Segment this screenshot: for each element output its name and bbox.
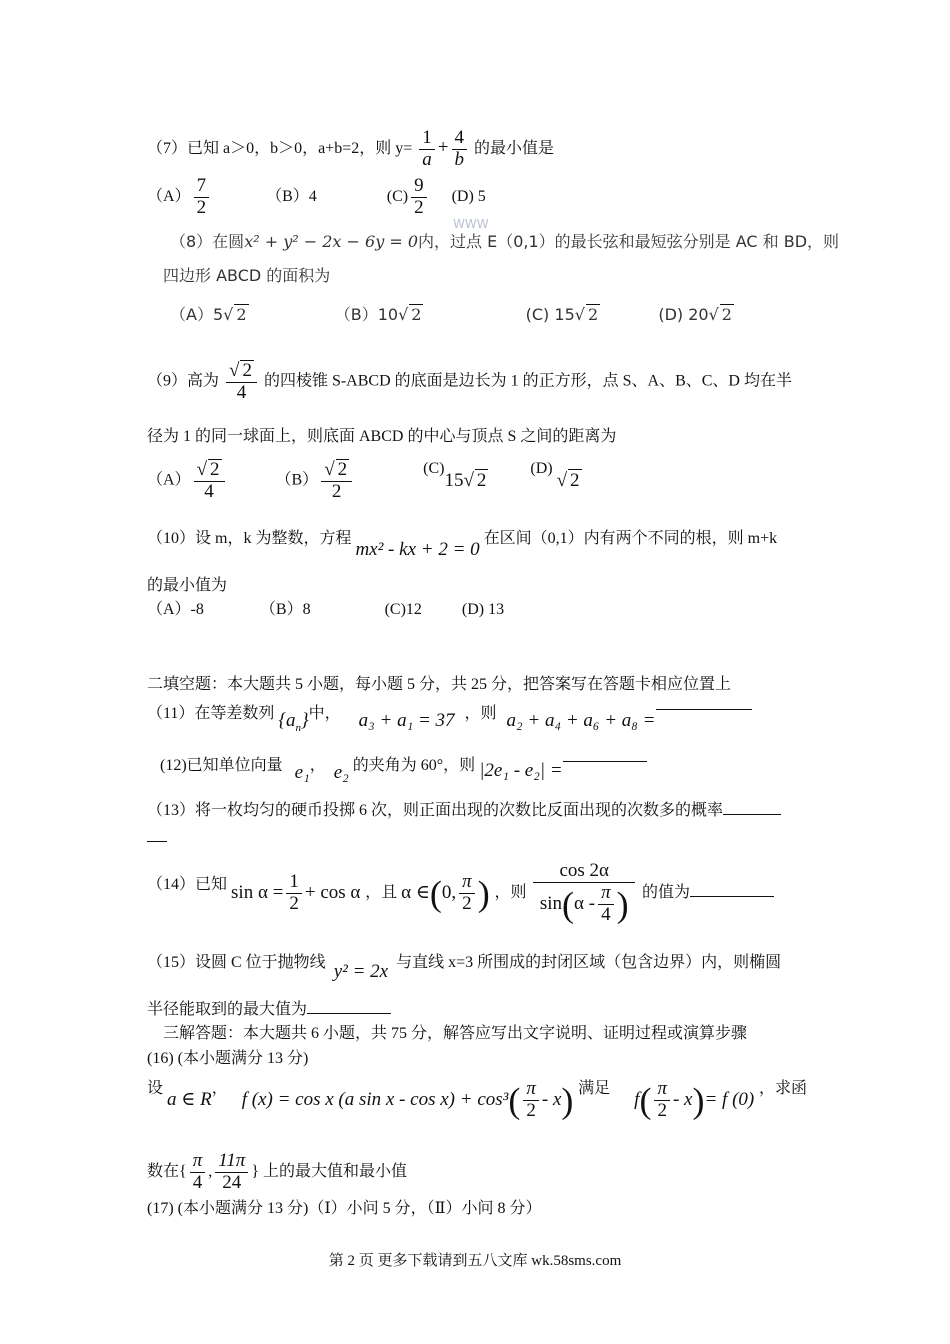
- q12-answer-blank[interactable]: [563, 761, 647, 762]
- q7-options: （A） $\frac{7}{2}$ （B）4 (C) $\frac{9}{2}$ (D) 5: [147, 175, 486, 218]
- q16-line2: 数在{ $\frac{\pi}{4}$ , $\frac{11\pi}{24}$ } 上的最大值和最小值: [147, 1150, 408, 1193]
- q9-height-frac: $\frac{√ 2}{4}$: [226, 360, 257, 404]
- q7-stem: （7）已知 a＞0，b＞0，a+b=2，则 y= $\frac{1}{a}$ + $\frac{4}{b}$ 的最小值是: [147, 127, 555, 170]
- q16-interval-end: $\frac{11\pi}{24}$: [215, 1151, 248, 1194]
- q16-line1: 设 a ∈ R， f (x) = cos x (a sin x - cos x) + cos³( $\frac{\pi}{2}$ - x) 满足 f( $\frac{\pi}{2}$ - x)= f (0) ，求函: [147, 1078, 808, 1121]
- q11-sequence: $\{a_n\}$: [278, 710, 309, 734]
- q16-interval-start: $\frac{\pi}{4}$: [190, 1151, 206, 1194]
- q15-line2: 半径能取到的最大值为: [147, 1000, 391, 1019]
- q17-title: (17) (本小题满分 13 分)（Ⅰ）小问 5 分，（Ⅱ）小问 8 分）: [147, 1200, 542, 1217]
- section-2-heading: 二填空题：本大题共 5 小题，每小题 5 分，共 25 分，把答案写在答题卡相应位置上: [147, 676, 732, 693]
- q8-line2: 四边形 ABCD 的面积为: [163, 266, 331, 285]
- q13-blank-continuation: [147, 828, 167, 847]
- q10-line1: （10）设 m，k 为整数，方程 mx² - kx + 2 = 0 在区间（0,1）内有两个不同的根，则 m+k: [147, 530, 778, 560]
- q7-opt-c-frac: $\frac{9}{2}$: [411, 176, 427, 219]
- q8-line1: （8）在圆x² + y² − 2x − 6y = 0内，过点 E（0,1）的最长弦和最短弦分别是 AC 和 BD，则: [170, 232, 840, 251]
- q7-opt-a-frac: $\frac{7}{2}$: [194, 176, 210, 219]
- q11-sum: a₂ + a₄ + a₆ + a₈ =: [506, 710, 656, 731]
- q10-equation: mx² - kx + 2 = 0: [355, 539, 480, 560]
- q15-line1: （15）设圆 C 位于抛物线 y² = 2x 与直线 x=3 所围成的封闭区域（包含边界）内，则椭圆: [147, 954, 782, 982]
- q7-frac-1-a: $\frac{1}{a}$: [419, 128, 435, 171]
- q12-vector-e2: e₂: [333, 762, 349, 783]
- q14-answer-blank[interactable]: [690, 896, 774, 897]
- q7-opt-b: （B）4: [266, 188, 317, 206]
- q14-range: α ∈(0, $\frac{\pi}{2}$ ): [401, 870, 490, 914]
- q9-options: （A） $\frac{√ 2}{4}$ （B） $\frac{√ 2}{2}$ (C)15√ 2 (D) √ 2: [147, 459, 580, 502]
- q16-title: (16) (本小题满分 13 分): [147, 1050, 309, 1067]
- watermark: WWW: [453, 217, 489, 231]
- q13-line: （13）将一枚均匀的硬币投掷 6 次，则正面出现的次数比反面出现的次数多的概率: [147, 801, 781, 820]
- q7-opt-d: (D) 5: [451, 188, 486, 206]
- q15-answer-blank[interactable]: [307, 1013, 391, 1014]
- section-3-heading: 三解答题：本大题共 6 小题，共 75 分，解答应写出文字说明、证明过程或演算步骤: [163, 1025, 748, 1042]
- q14-target-expression: cos 2α sin(α - $\frac{\pi}{4}$ ): [533, 861, 635, 926]
- q11-line: （11）在等差数列 $\{a_n\}$中， a₃ + a₁ = 37 ，则 a₂ + a₄ + a₆ + a₈ =: [147, 702, 752, 727]
- q12-vector-e1: e₁: [294, 762, 310, 783]
- q11-given: a₃ + a₁ = 37: [358, 710, 455, 731]
- q12-line: (12)已知单位向量 e₁， e₂ 的夹角为 60°，则 |2e₁ - e₂| =: [160, 754, 647, 777]
- q10-options: （A）-8 （B）8 (C)12 (D) 13: [147, 601, 505, 618]
- q8-circle-equation: x² + y² − 2x − 6y = 0: [244, 232, 418, 251]
- q9-line2: 径为 1 的同一球面上，则底面 ABCD 的中心与顶点 S 之间的距离为: [147, 428, 617, 445]
- q14-condition: sin α = $\frac{1}{2}$ + cos α: [231, 870, 361, 914]
- q11-answer-blank[interactable]: [656, 709, 752, 710]
- q9-opt-a-frac: $\frac{√ 2}{4}$: [194, 459, 225, 503]
- q9-opt-b-frac: $\frac{√ 2}{2}$: [321, 459, 352, 503]
- q12-expression: |2e₁ - e₂| =: [479, 760, 563, 781]
- q16-condition: f( $\frac{\pi}{2}$ - x)= f (0): [634, 1078, 755, 1121]
- q8-options: （A）5√ 2 （B）10√ 2 (C) 15√ 2 (D) 20√ 2: [170, 305, 732, 324]
- q7-frac-4-b: $\frac{4}{b}$: [452, 128, 468, 171]
- q9-line1: （9）高为 $\frac{√ 2}{4}$ 的四棱锥 S-ABCD 的底面是边长为 1 的正方形，点 S、A、B、C、D 均在半: [147, 360, 792, 403]
- page-footer: 第 2 页 更多下载请到五八文库 wk.58sms.com: [328, 1253, 622, 1269]
- q16-domain: a ∈ R: [167, 1088, 212, 1110]
- q15-parabola: y² = 2x: [333, 961, 389, 982]
- q10-line2: 的最小值为: [147, 577, 228, 594]
- q14-line: （14）已知 sin α = $\frac{1}{2}$ + cos α ，且 α ∈(0, $\frac{\pi}{2}$ ) ，则 cos 2α sin(α - $\frac{\pi}{4}$ ) 的值为: [147, 861, 774, 926]
- q13-answer-blank[interactable]: [723, 814, 781, 815]
- q16-function: f (x) = cos x (a sin x - cos x) + cos³( $\frac{\pi}{2}$ - x): [241, 1078, 574, 1121]
